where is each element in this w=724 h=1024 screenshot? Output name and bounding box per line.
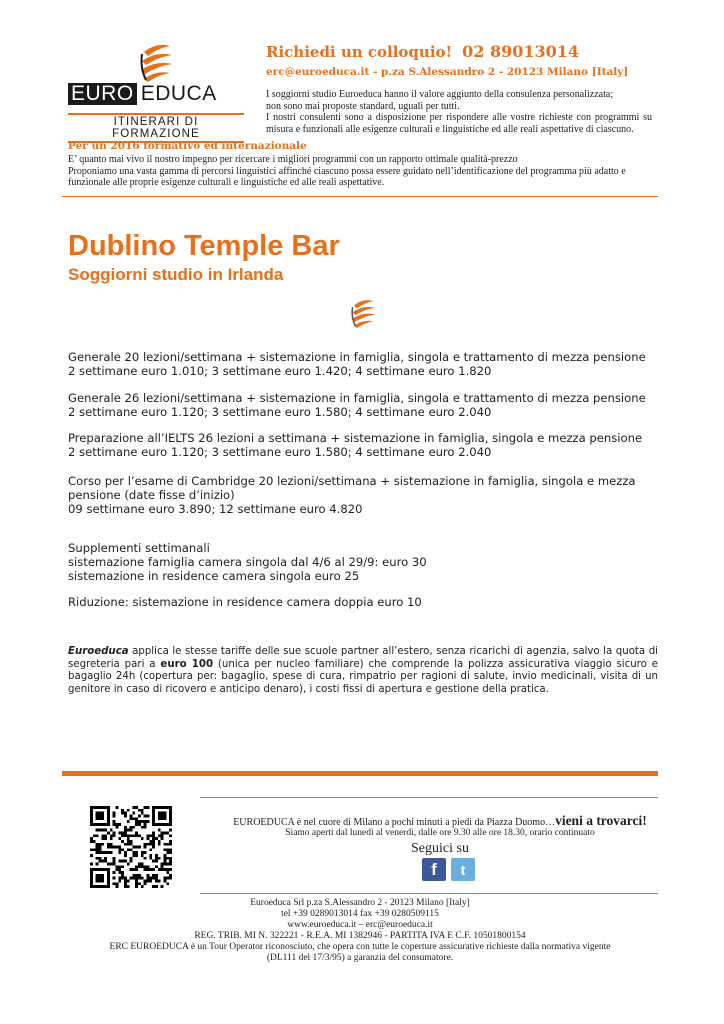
logo-word-euro: EURO bbox=[68, 83, 137, 105]
footer-line: (DL111 del 17/3/95) a garanzia del consumatore. bbox=[266, 953, 454, 963]
offer-description: Generale 26 lezioni/settimana + sistemazione in famiglia, singola e trattamento di mezza pensione bbox=[68, 391, 646, 405]
visit-cta: vieni a trovarci! bbox=[555, 813, 647, 828]
supplements bbox=[68, 541, 658, 583]
offer-prices: 2 settimane euro 1.010; 3 settimane euro 1.420; 4 settimane euro 1.820 bbox=[68, 364, 492, 378]
intro-line: non sono mai proposte standard, uguali per tutti. bbox=[266, 100, 460, 112]
page-title: Dublino Temple Bar bbox=[68, 230, 340, 262]
swirl-logo-icon bbox=[138, 42, 174, 82]
annual-text bbox=[68, 154, 658, 189]
follow-label: Seguici su bbox=[411, 841, 469, 856]
note-fee: euro 100 bbox=[160, 658, 214, 670]
footer-line: ERC EUROEDUCA è un Tour Operator riconosciuto, che opera con tutte le coperture assicurative richieste dalla normativa vigente bbox=[109, 942, 611, 952]
supplement-line: sistemazione in residence camera singola euro 25 bbox=[68, 569, 360, 583]
offer-description: Preparazione all’IELTS 26 lezioni a settimana + sistemazione in famiglia, singola e mezza pensione bbox=[68, 431, 643, 445]
reduction: Riduzione: sistemazione in residence camera doppia euro 10 bbox=[68, 595, 422, 609]
footer-line: tel +39 0289013014 fax +39 0280509115 bbox=[281, 909, 439, 919]
logo-word-educa: EDUCA bbox=[137, 83, 219, 105]
note-brand: Euroeduca bbox=[68, 646, 129, 657]
offer-item bbox=[68, 474, 638, 516]
page-subtitle: Soggiorni studio in Irlanda bbox=[68, 265, 284, 284]
header-cta bbox=[266, 42, 579, 61]
pricing-note bbox=[68, 646, 658, 696]
annual-title: Per un 2016 formativo ed internazionale bbox=[68, 140, 307, 152]
divider bbox=[200, 797, 658, 798]
supplement-line: sistemazione famiglia camera singola dal 4/6 al 29/9: euro 30 bbox=[68, 555, 427, 569]
offer-prices: 09 settimane euro 3.890; 12 settimane euro 4.820 bbox=[68, 502, 363, 516]
intro-line: I nostri consulenti sono a disposizione per rispondere alle vostre richieste con programmi su misura e funzionali alle esigenze culturali e linguistiche ed alle reali aspettative di ciascuno. bbox=[266, 112, 652, 135]
opening-hours: Siamo aperti dal lunedì al venerdì, dalle ore 9.30 alle ore 18.30, orario continuato bbox=[285, 828, 595, 838]
footer-line: Euroeduca Srl p.za S.Alessandro 2 - 20123 Milano [Italy] bbox=[250, 898, 470, 908]
cta-text: Richiedi un colloquio! bbox=[266, 43, 453, 61]
intro-line: I soggiorni studio Euroeduca hanno il valore aggiunto della consulenza personalizzata; bbox=[266, 89, 614, 100]
offer-item bbox=[68, 391, 658, 419]
offer-description: Corso per l’esame di Cambridge 20 lezioni/settimana + sistemazione in famiglia, singola e mezza pensione (date fisse d’inizio) bbox=[68, 474, 636, 502]
twitter-icon[interactable]: t bbox=[451, 858, 475, 881]
supplements-title: Supplementi settimanali bbox=[68, 541, 210, 555]
divider bbox=[62, 771, 658, 776]
footer-line: REG. TRIB. MI N. 322221 - R.E.A. MI 1382946 - PARTITA IVA E C.F. 10501800154 bbox=[194, 931, 526, 941]
swirl-logo-icon bbox=[348, 298, 378, 328]
header-intro bbox=[266, 89, 652, 135]
qr-code[interactable] bbox=[90, 806, 172, 888]
offer-item bbox=[68, 431, 658, 459]
logo-tagline: ITINERARI DI FORMAZIONE bbox=[68, 113, 244, 143]
visit-line bbox=[220, 813, 660, 829]
footer-line[interactable]: www.euroeduca.it – erc@euroeduca.it bbox=[287, 920, 433, 930]
note-text: applica le stesse tariffe delle sue scuole partner all’estero, senza ricarichi di agenzia, salvo la quota di segreteria pari a bbox=[68, 646, 658, 670]
annual-line: Proponiamo una vasta gamma di percorsi linguistici affinché ciascuno possa essere guidato nell’identificazione del programma più adatto e funzionale alle proprie esigenze culturali e linguistiche ed alle reali aspettative. bbox=[68, 165, 626, 188]
offer-item bbox=[68, 350, 658, 378]
company-logo bbox=[68, 42, 244, 140]
divider bbox=[62, 196, 658, 197]
phone-number[interactable]: 02 89013014 bbox=[462, 42, 580, 61]
offer-prices: 2 settimane euro 1.120; 3 settimane euro 1.580; 4 settimane euro 2.040 bbox=[68, 405, 492, 419]
divider bbox=[200, 893, 658, 894]
offer-description: Generale 20 lezioni/settimana + sistemazione in famiglia, singola e trattamento di mezza pensione bbox=[68, 350, 646, 364]
offer-prices: 2 settimane euro 1.120; 3 settimane euro 1.580; 4 settimane euro 2.040 bbox=[68, 445, 492, 459]
annual-line: E’ quanto mai vivo il nostro impegno per ricercare i migliori programmi con un rapporto ottimale qualità-prezzo bbox=[68, 154, 518, 165]
contact-line[interactable]: erc@euroeduca.it - p.za S.Alessandro 2 - 20123 Milano [Italy] bbox=[266, 66, 629, 78]
facebook-icon[interactable]: f bbox=[422, 858, 446, 881]
note-text: (unica per nucleo familiare) che comprende la polizza assicurativa viaggio sicuro e bagaglio 24h (copertura per: bagaglio, spese di cura, rimpatrio per ragioni di salute, invio medicinali, visita di un genitore in caso di ricovero e anticipo denaro), i costi fissi di apertura e gestione della pratica. bbox=[68, 658, 658, 695]
visit-text: EUROEDUCA è nel cuore di Milano a pochi minuti a piedi da Piazza Duomo… bbox=[233, 817, 556, 828]
logo-wordmark bbox=[68, 83, 219, 105]
